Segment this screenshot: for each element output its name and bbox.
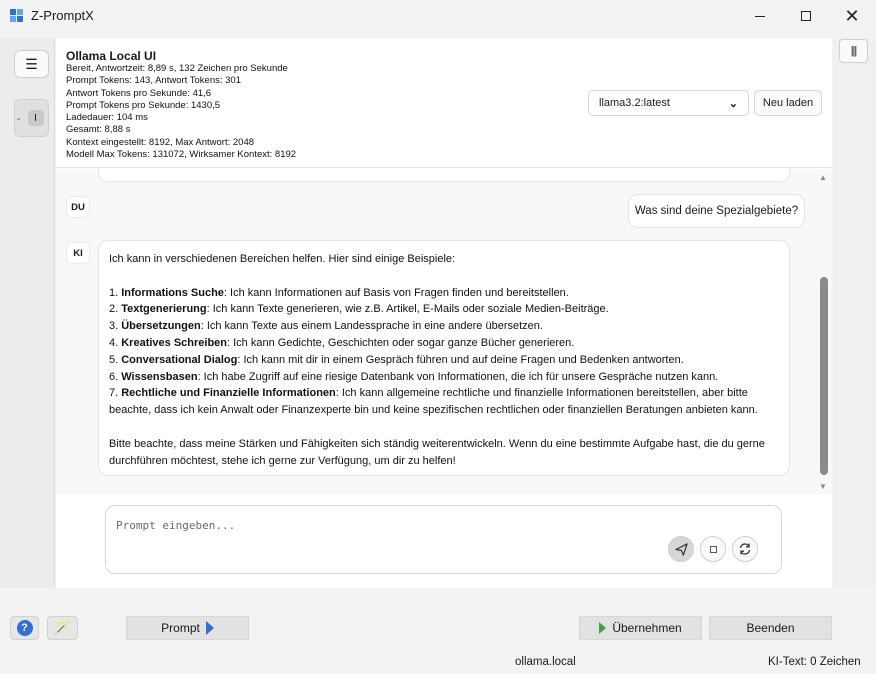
left-rail — [0, 38, 55, 588]
ai-list-text: : Ich kann Texte generieren, wie z.B. Artikel, E-Mails oder soziale Medien-Beiträge. — [206, 303, 609, 316]
window-title: Z-PromptX — [31, 8, 94, 23]
status-line: Gesamt: 8,88 s — [66, 124, 131, 136]
user-message-bubble: Was sind deine Spezialgebiete? — [628, 194, 805, 228]
ai-list-text: : Ich kann mit dir in einem Gespräch führen und auf deine Fragen und Bedenken antworten. — [237, 353, 684, 366]
minimize-button[interactable] — [737, 0, 783, 32]
chat-area[interactable] — [56, 169, 832, 494]
close-window-button[interactable] — [829, 0, 875, 32]
user-avatar: DU — [66, 196, 90, 218]
ai-list-title: Conversational Dialog — [121, 353, 238, 366]
columns-icon: ||| — [850, 45, 857, 57]
help-icon: ? — [17, 620, 33, 636]
chevron-down-icon: ⌄ — [728, 97, 738, 110]
ai-list — [109, 285, 779, 419]
prompt-box — [105, 505, 782, 574]
ai-list-text: : Ich habe Zugriff auf eine riesige Datenbank von Informationen, die ich für unsere Gespräche nutzen kann. — [197, 370, 719, 383]
status-line: Prompt Tokens pro Sekunde: 1430,5 — [66, 99, 221, 111]
ai-list-item — [109, 352, 779, 369]
ai-list-item — [109, 369, 779, 386]
prompt-button-label: Prompt — [161, 621, 200, 635]
magic-wand-icon: 🪄 — [54, 620, 71, 635]
ai-list-item — [109, 385, 779, 419]
ai-list-number: 7. — [109, 387, 122, 400]
ai-list-item — [109, 318, 779, 335]
play-arrow-icon — [599, 622, 606, 634]
ai-list-title: Wissensbasen — [121, 370, 198, 383]
prompt-input[interactable] — [116, 516, 656, 534]
right-rail — [833, 38, 876, 588]
send-icon — [675, 543, 688, 556]
ai-list-text: : Ich kann Gedichte, Geschichten oder sogar ganze Bücher generieren. — [227, 336, 575, 349]
scroll-down-arrow-icon[interactable]: ▼ — [819, 482, 827, 491]
ai-list-number: 1. — [109, 286, 122, 299]
apply-button[interactable] — [579, 616, 702, 640]
status-line: Kontext eingestellt: 8192, Max Antwort: 2048 — [66, 136, 255, 148]
hamburger-icon: ☰ — [25, 55, 38, 72]
minimize-icon — [755, 16, 765, 17]
scroll-up-arrow-icon[interactable]: ▲ — [819, 173, 827, 182]
send-button[interactable] — [668, 536, 694, 562]
sidebar-toggle[interactable] — [14, 99, 49, 137]
maximize-icon — [801, 11, 811, 21]
ai-list-title: Informations Suche — [121, 286, 224, 299]
app-name: Ollama Local UI — [66, 49, 157, 63]
maximize-button[interactable] — [783, 0, 829, 32]
stop-button[interactable] — [700, 536, 726, 562]
help-button[interactable] — [10, 616, 39, 640]
stop-icon — [710, 546, 717, 553]
magic-wand-button[interactable] — [47, 616, 78, 640]
ai-list-title: Übersetzungen — [121, 320, 201, 333]
ai-list-title: Rechtliche und Finanzielle Informationen — [121, 387, 336, 400]
status-line: Bereit, Antwortzeit: 8,89 s, 132 Zeichen pro Sekunde — [66, 63, 288, 74]
ai-list-number: 4. — [109, 336, 122, 349]
ai-list-text: : Ich kann Texte aus einem Landessprache in eine andere übersetzen. — [200, 320, 543, 333]
ai-avatar: KI — [66, 242, 90, 264]
ai-list-item — [109, 301, 779, 318]
ai-list-number: 5. — [109, 353, 122, 366]
ai-list-text: : Ich kann allgemeine rechtliche und finanzielle Informationen bereitstellen, aber bitte beachte, dass ich kein Anwalt oder Finanzexperte bin und keine spezifischen rechtlichen oder finanziellen Beratungen anbieten kann. — [109, 387, 758, 417]
ai-list-number: 6. — [109, 370, 122, 383]
prompt-button[interactable] — [126, 616, 249, 640]
app-logo-icon — [10, 9, 23, 22]
menu-button[interactable] — [14, 50, 49, 78]
status-char-count: KI-Text: 0 Zeichen — [768, 656, 861, 668]
reload-button[interactable]: Neu laden — [754, 90, 822, 116]
ai-list-text: : Ich kann Informationen auf Basis von Fragen finden und bereitstellen. — [223, 286, 569, 299]
toggle-dash: - — [17, 114, 21, 125]
quit-button[interactable] — [709, 616, 832, 640]
status-header — [56, 38, 832, 168]
status-line: Modell Max Tokens: 131072, Wirksamer Kontext: 8192 — [66, 149, 297, 161]
model-select-value: llama3.2:latest — [599, 97, 670, 109]
status-lines — [66, 63, 296, 161]
close-icon: ✕ — [844, 6, 860, 26]
play-arrow-icon — [206, 621, 214, 635]
ai-list-item — [109, 335, 779, 352]
status-host: ollama.local — [515, 656, 576, 668]
ai-list-number: 2. — [109, 303, 122, 316]
quit-button-label: Beenden — [746, 621, 795, 635]
reset-button[interactable] — [732, 536, 758, 562]
status-line: Ladedauer: 104 ms — [66, 112, 148, 124]
previous-message-bubble — [98, 169, 790, 182]
ai-intro: Ich kann in verschiedenen Bereichen helfen. Hier sind einige Beispiele: — [109, 253, 456, 265]
refresh-icon — [738, 542, 752, 556]
status-line: Prompt Tokens: 143, Antwort Tokens: 301 — [66, 75, 241, 87]
ai-outro: Bitte beachte, dass meine Stärken und Fähigkeiten sich ständig weiterentwickeln. Wenn du eine bestimmte Aufgabe hast, die du gerne durchführen möchtest, stehe ich gerne zur Verfügung, um dir zu helfen! — [109, 437, 765, 467]
ai-list-item — [109, 285, 779, 302]
model-select[interactable] — [588, 90, 749, 116]
ai-list-title: Kreatives Schreiben — [121, 336, 228, 349]
main-panel — [56, 38, 832, 588]
status-line: Antwort Tokens pro Sekunde: 41,6 — [66, 87, 212, 99]
ai-list-number: 3. — [109, 320, 122, 333]
chat-scrollbar-thumb[interactable] — [820, 277, 828, 475]
apply-button-label: Übernehmen — [612, 621, 682, 635]
ai-list-title: Textgenerierung — [121, 303, 207, 316]
title-bar — [0, 0, 876, 32]
columns-toggle-button[interactable] — [839, 39, 868, 63]
ai-message-bubble — [98, 240, 790, 476]
toggle-knob: I — [28, 110, 44, 126]
